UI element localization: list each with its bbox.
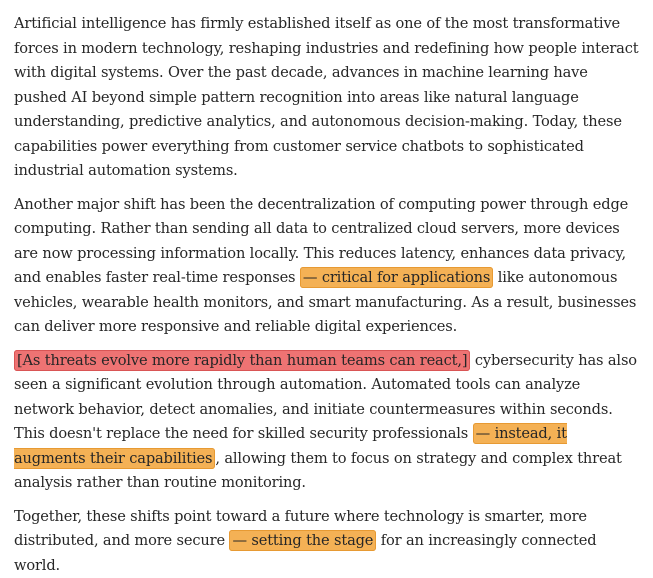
paragraph-text: , allowing them to focus on strategy and complex threat analysis rather than routine monitoring. [14, 450, 622, 492]
highlight-orange: — instead, it augments their capabilities [14, 423, 567, 469]
paragraph-text: for an increasingly connected world. [14, 532, 596, 574]
paragraph-text: cybersecurity has also seen a significant evolution through automation. Automated tools can analyze network behavior, detect anomalies, and initiate countermeasures within seconds. This doesn't replace the need for skilled security professionals [14, 352, 637, 443]
paragraph-edge-computing [14, 193, 641, 340]
paragraph-text: Together, these shifts point toward a future where technology is smarter, more distributed, and more secure [14, 508, 587, 550]
paragraph-text: Another major shift has been the decentralization of computing power through edge computing. Rather than sending all data to centralized cloud servers, more devices are now processing information locally. This reduces latency, enhances data privacy, and enables faster real-time responses [14, 196, 628, 287]
highlight-orange: — setting the stage [229, 530, 376, 551]
paragraph-cybersecurity [14, 349, 641, 496]
paragraph-conclusion [14, 505, 641, 578]
paragraph-text: like autonomous vehicles, wearable health monitors, and smart manufacturing. As a result, businesses can deliver more responsive and reliable digital experiences. [14, 269, 636, 335]
highlight-orange: — critical for applications [300, 267, 493, 288]
highlight-red: [As threats evolve more rapidly than human teams can react,] [14, 350, 470, 371]
paragraph-ai-intro [14, 12, 641, 184]
paragraph-text: Artificial intelligence has firmly established itself as one of the most transformative forces in modern technology, reshaping industries and redefining how people interact with digital systems. Over the past decade, advances in machine learning have pushed AI beyond simple pattern recognition into areas like natural language understanding, predictive analytics, and autonomous decision-making. Today, these capabilities power everything from customer service chatbots to sophisticated industrial automation systems. [14, 15, 638, 179]
